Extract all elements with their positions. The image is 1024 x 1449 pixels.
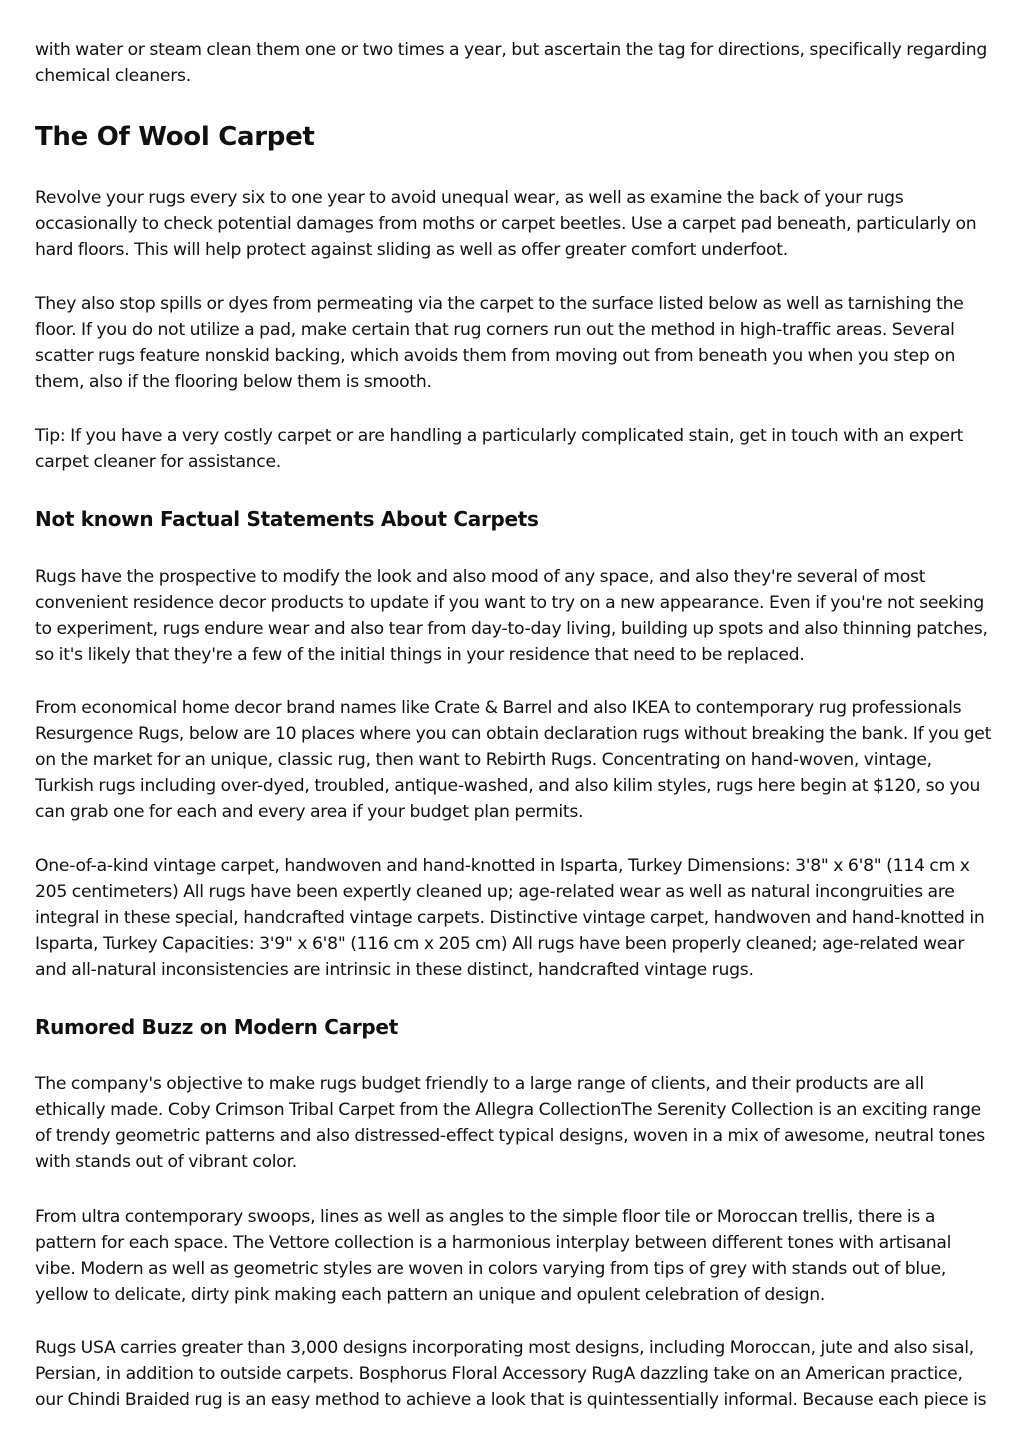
paragraph: The company's objective to make rugs budget friendly to a large range of clients, and their products are all ethically made. Coby Crimson Tribal Carpet from the Allegra CollectionThe Serenity Collection is an exciting range of trendy geometric patterns and also distressed-effect typical designs, woven in a mix of awesome, neutral tones with stands out of vibrant color. (35, 1074, 985, 1172)
paragraph: From ultra contemporary swoops, lines as well as angles to the simple floor tile or Moroccan trellis, there is a pattern for each space. The Vettore collection is a harmonious interplay between different tones with artisanal vibe. Modern as well as geometric styles are woven in colors varying from tips of grey with stands out of blue, yellow to delicate, dirty pink making each pattern an unique and opulent celebration of design. (35, 1207, 952, 1305)
section-heading-modern-carpet: Rumored Buzz on Modern Carpet (35, 1015, 398, 1039)
paragraph: Revolve your rugs every six to one year to avoid unequal wear, as well as examine the back of your rugs occasionally to check potential damages from moths or carpet beetles. Use a carpet pad beneath, particularly on hard floors. This will help protect against sliding as well as offer greater comfort underfoot. (35, 188, 977, 260)
paragraph: Rugs USA carries greater than 3,000 designs incorporating most designs, including Moroccan, jute and also sisal, Persian, in addition to outside carpets. Bosphorus Floral Accessory RugA dazzling take on an American practice, our Chindi Braided rug is an easy method to achieve a look that is quintessentially informal. Because each piece is (35, 1338, 987, 1410)
section-heading-factual-statements: Not known Factual Statements About Carpets (35, 507, 539, 531)
section-heading-wool-carpet: The Of Wool Carpet (35, 122, 315, 152)
paragraph: From economical home decor brand names like Crate & Barrel and also IKEA to contemporary rug professionals Resurgence Rugs, below are 10 places where you can obtain declaration rugs without breaking the bank. If you get on the market for an unique, classic rug, then want to Rebirth Rugs. Concentrating on hand-woven, vintage, Turkish rugs including over-dyed, troubled, antique-washed, and also kilim styles, rugs here begin at $120, so you can grab one for each and every area if your budget plan permits. (35, 698, 992, 822)
paragraph: One-of-a-kind vintage carpet, handwoven and hand-knotted in Isparta, Turkey Dimensions: 3'8" x 6'8" (114 cm x 205 centimeters) All rugs have been expertly cleaned up; age-related wear as well as natural incongruities are integral in these special, handcrafted vintage carpets. Distinctive vintage carpet, handwoven and hand-knotted in Isparta, Turkey Capacities: 3'9" x 6'8" (116 cm x 205 cm) All rugs have been properly cleaned; age-related wear and all-natural inconsistencies are intrinsic in these distinct, handcrafted vintage rugs. (35, 856, 985, 980)
paragraph: Tip: If you have a very costly carpet or are handling a particularly complicated stain, get in touch with an expert carpet cleaner for assistance. (35, 426, 964, 472)
intro-paragraph: with water or steam clean them one or two times a year, but ascertain the tag for directions, specifically regarding chemical cleaners. (35, 40, 988, 86)
paragraph: They also stop spills or dyes from permeating via the carpet to the surface listed below as well as tarnishing the floor. If you do not utilize a pad, make certain that rug corners run out the method in high-traffic areas. Several scatter rugs feature nonskid backing, which avoids them from moving out from beneath you when you step on them, also if the flooring below them is smooth. (35, 294, 964, 392)
paragraph: Rugs have the prospective to modify the look and also mood of any space, and also they're several of most convenient residence decor products to update if you want to try on a new appearance. Even if you're not seeking to experiment, rugs endure wear and also tear from day-to-day living, building up spots and also thinning patches, so it's likely that they're a few of the initial things in your residence that need to be replaced. (35, 567, 988, 665)
